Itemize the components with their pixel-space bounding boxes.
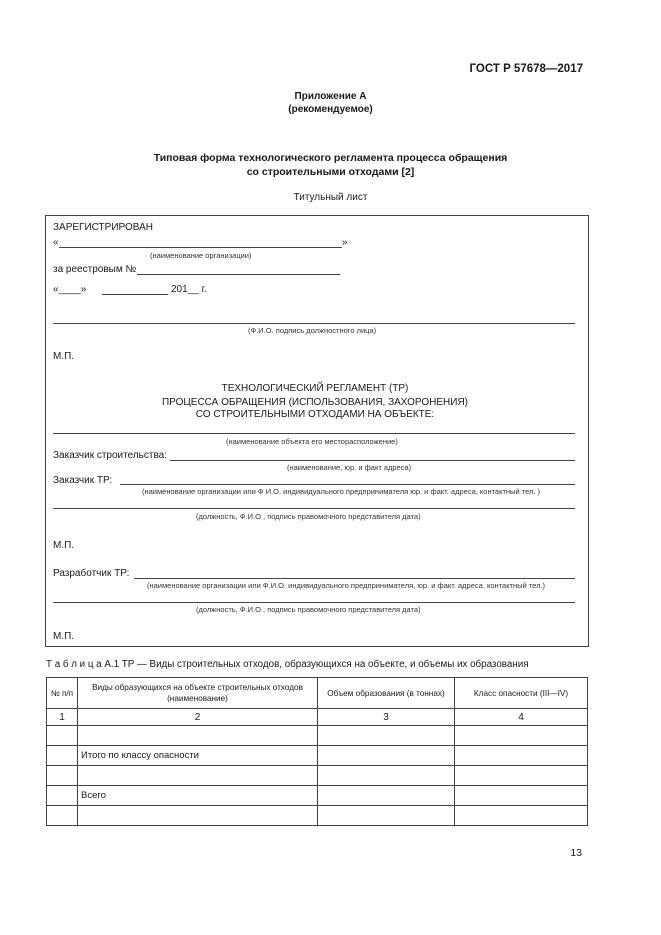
regulation-title-1: ТЕХНОЛОГИЧЕСКИЙ РЕГЛАМЕНТ (ТР) bbox=[221, 383, 409, 394]
developer-line[interactable] bbox=[134, 578, 575, 579]
object-caption: (наименование объекта его месторасположение) bbox=[226, 437, 398, 446]
table-row bbox=[47, 766, 588, 786]
table-cell[interactable] bbox=[318, 766, 455, 786]
date-month-line[interactable] bbox=[102, 294, 168, 295]
table-cell[interactable] bbox=[47, 726, 78, 746]
appendix-subtitle: (рекомендуемое) bbox=[288, 104, 373, 115]
construction-customer-line[interactable] bbox=[170, 460, 575, 461]
registered-label: ЗАРЕГИСТРИРОВАН bbox=[53, 222, 153, 233]
construction-customer-caption: (наименование, юр. и факт адреса) bbox=[287, 463, 412, 472]
developer-representative-line[interactable] bbox=[53, 602, 575, 603]
column-number: 3 bbox=[318, 709, 455, 726]
waste-table bbox=[46, 677, 588, 826]
table-cell[interactable] bbox=[318, 746, 455, 766]
table-cell[interactable] bbox=[318, 786, 455, 806]
table-cell[interactable] bbox=[47, 786, 78, 806]
regulation-title-2: ПРОЦЕССА ОБРАЩЕНИЯ (ИСПОЛЬЗОВАНИЯ, ЗАХОРОНЕНИЯ) bbox=[161, 397, 469, 408]
standard-number: ГОСТ Р 57678—2017 bbox=[469, 63, 583, 75]
subtotal-label-cell: Итого по классу опасности bbox=[78, 746, 318, 766]
table-cell[interactable] bbox=[455, 786, 588, 806]
stamp-label-2: М.П. bbox=[53, 540, 75, 551]
construction-customer-label: Заказчик строительства: bbox=[53, 450, 167, 461]
page-number: 13 bbox=[570, 847, 582, 859]
table-cell[interactable] bbox=[78, 726, 318, 746]
tr-customer-caption: (наименование организации или Ф И.О. индивидуального предпринимателя юр. и факт. адреса, контактный тел. ) bbox=[142, 487, 541, 496]
developer-label: Разработчик ТР: bbox=[53, 568, 130, 579]
table-row bbox=[47, 726, 588, 746]
quote-close: » bbox=[342, 237, 348, 248]
developer-caption: (наименование организации или Ф.И.О. индивидуального предпринимателя, юр. и факт. адреса, контактный тел.) bbox=[147, 581, 546, 590]
header-volume: Объем образования (в тоннах) bbox=[318, 678, 455, 709]
total-label-cell: Всего bbox=[78, 786, 318, 806]
developer-representative-caption: (должность, Ф.И.О , подпись правомочного представителя дата) bbox=[196, 605, 421, 614]
appendix-title: Приложение А bbox=[294, 91, 367, 102]
table-cell[interactable] bbox=[47, 746, 78, 766]
table-cell[interactable] bbox=[47, 806, 78, 826]
official-signature-line[interactable] bbox=[53, 323, 575, 324]
column-number: 2 bbox=[78, 709, 318, 726]
header-hazard-class: Класс опасности (III—IV) bbox=[455, 678, 588, 709]
object-line[interactable] bbox=[53, 433, 575, 434]
document-title-line1: Типовая форма технологического регламента процесса обращения bbox=[153, 152, 508, 164]
header-number: № п/п bbox=[47, 678, 78, 709]
registry-number-line[interactable] bbox=[137, 274, 340, 275]
regulation-title-3: СО СТРОИТЕЛЬНЫМИ ОТХОДАМИ НА ОБЪЕКТЕ: bbox=[195, 409, 435, 420]
table-header-row bbox=[47, 678, 588, 709]
header-waste-types: Виды образующихся на объекте строительных отходов (наименование) bbox=[78, 678, 318, 709]
table-cell[interactable] bbox=[318, 726, 455, 746]
quote-open: « bbox=[53, 237, 59, 248]
table-row bbox=[47, 746, 588, 766]
table-cell[interactable] bbox=[318, 806, 455, 826]
registry-number-label: за реестровым № bbox=[53, 264, 137, 275]
date-day: «____» bbox=[53, 284, 87, 295]
organization-line[interactable] bbox=[59, 247, 342, 248]
stamp-label-1: М.П. bbox=[53, 351, 75, 362]
tr-customer-label: Заказчик ТР: bbox=[53, 475, 113, 486]
table-column-numbers-row bbox=[47, 709, 588, 726]
title-page-label: Титульный лист bbox=[293, 192, 368, 203]
official-signature-caption: (Ф.И.О. подпись должностного лица) bbox=[248, 326, 377, 335]
organization-caption: (наименование организации) bbox=[150, 251, 252, 260]
tr-customer-line[interactable] bbox=[120, 484, 575, 485]
document-title-line2: со строительными отходами [2] bbox=[246, 166, 415, 178]
stamp-label-3: М.П. bbox=[53, 631, 75, 642]
table-cell[interactable] bbox=[78, 806, 318, 826]
table-row bbox=[47, 806, 588, 826]
table-cell[interactable] bbox=[455, 806, 588, 826]
customer-representative-caption: (должность, Ф.И.О , подпись правомочного представителя дата) bbox=[196, 512, 421, 521]
table-caption: Т а б л и ц а А.1 ТР — Виды строительных отходов, образующихся на объекте, и объемы их образования bbox=[46, 659, 529, 670]
date-year: 201__ г. bbox=[171, 284, 207, 295]
table-cell[interactable] bbox=[455, 766, 588, 786]
column-number: 1 bbox=[47, 709, 78, 726]
column-number: 4 bbox=[455, 709, 588, 726]
table-cell[interactable] bbox=[47, 766, 78, 786]
table-cell[interactable] bbox=[455, 726, 588, 746]
table-cell[interactable] bbox=[455, 746, 588, 766]
table-cell[interactable] bbox=[78, 766, 318, 786]
table-row bbox=[47, 786, 588, 806]
customer-representative-line[interactable] bbox=[53, 508, 575, 509]
